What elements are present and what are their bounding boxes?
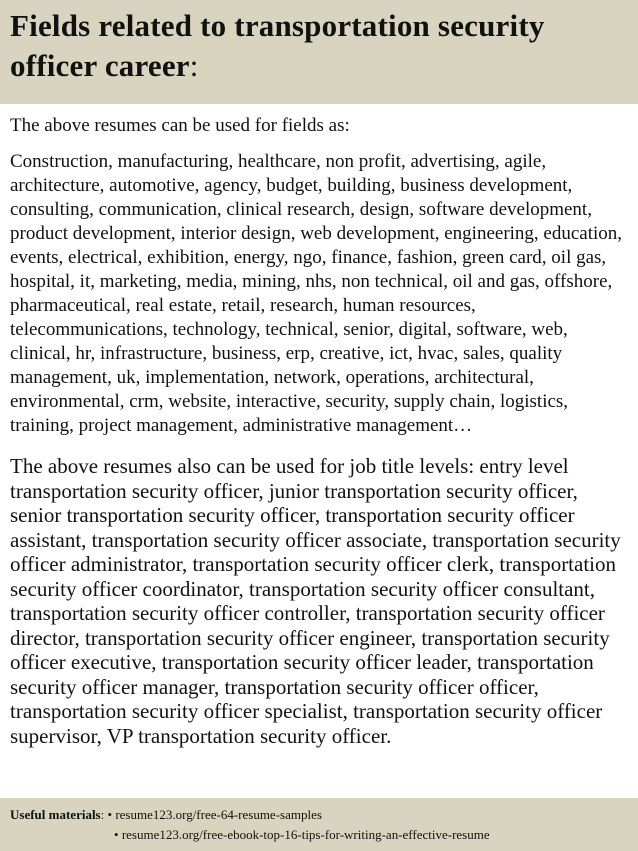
body-content [10, 104, 632, 798]
footer-banner [0, 798, 638, 851]
link-ebook-tips[interactable]: resume123.org/free-ebook-top-16-tips-for-writing-an-effective-resume [121, 827, 490, 842]
page-title-colon: : [189, 48, 199, 83]
page-title-text: Fields related to transportation security officer career [10, 8, 545, 83]
bullet-icon: • [107, 807, 113, 822]
page-title [10, 6, 628, 86]
title-banner [0, 0, 638, 104]
job-levels-text: The above resumes also can be used for job title levels: entry level transportation security officer, junior transportation security officer, senior transportation security officer, transportation security officer assistant, transportation security officer associate, transportation security officer administrator, transportation security officer clerk, transportation security officer coordinator, transportation security officer consultant, transportation security officer controller, transportation security officer director, transportation security officer engineer, transportation security officer executive, transportation security officer leader, transportation security officer manager, transportation security officer officer, transportation security officer specialist, transportation security officer supervisor, VP transportation security officer. [10, 454, 621, 748]
footer-row-1 [10, 805, 628, 825]
link-resume-samples[interactable]: resume123.org/free-64-resume-samples [115, 807, 322, 822]
useful-materials-label: Useful materials [10, 807, 101, 822]
bullet-icon: • [114, 827, 119, 842]
useful-materials-colon: : [100, 807, 108, 822]
fields-list-text: Construction, manufacturing, healthcare, non profit, advertising, agile, architecture, automotive, agency, budget, building, business development, consulting, communication, clinical research, design, software development, product development, interior design, web development, engineering, education, events, electrical, exhibition, energy, ngo, finance, fashion, green card, oil gas, hospital, it, marketing, media, mining, nhs, non technical, oil and gas, offshore, pharmaceutical, real estate, retail, research, human resources, telecommunications, technology, technical, senior, digital, software, web, clinical, hr, infrastructure, business, erp, creative, ict, hvac, sales, quality management, uk, implementation, network, operations, architectural, environmental, crm, website, interactive, security, supply chain, logistics, training, project management, administrative management… [10, 151, 623, 436]
intro-text: The above resumes can be used for fields as: [10, 115, 350, 136]
footer-row-2 [10, 825, 628, 845]
